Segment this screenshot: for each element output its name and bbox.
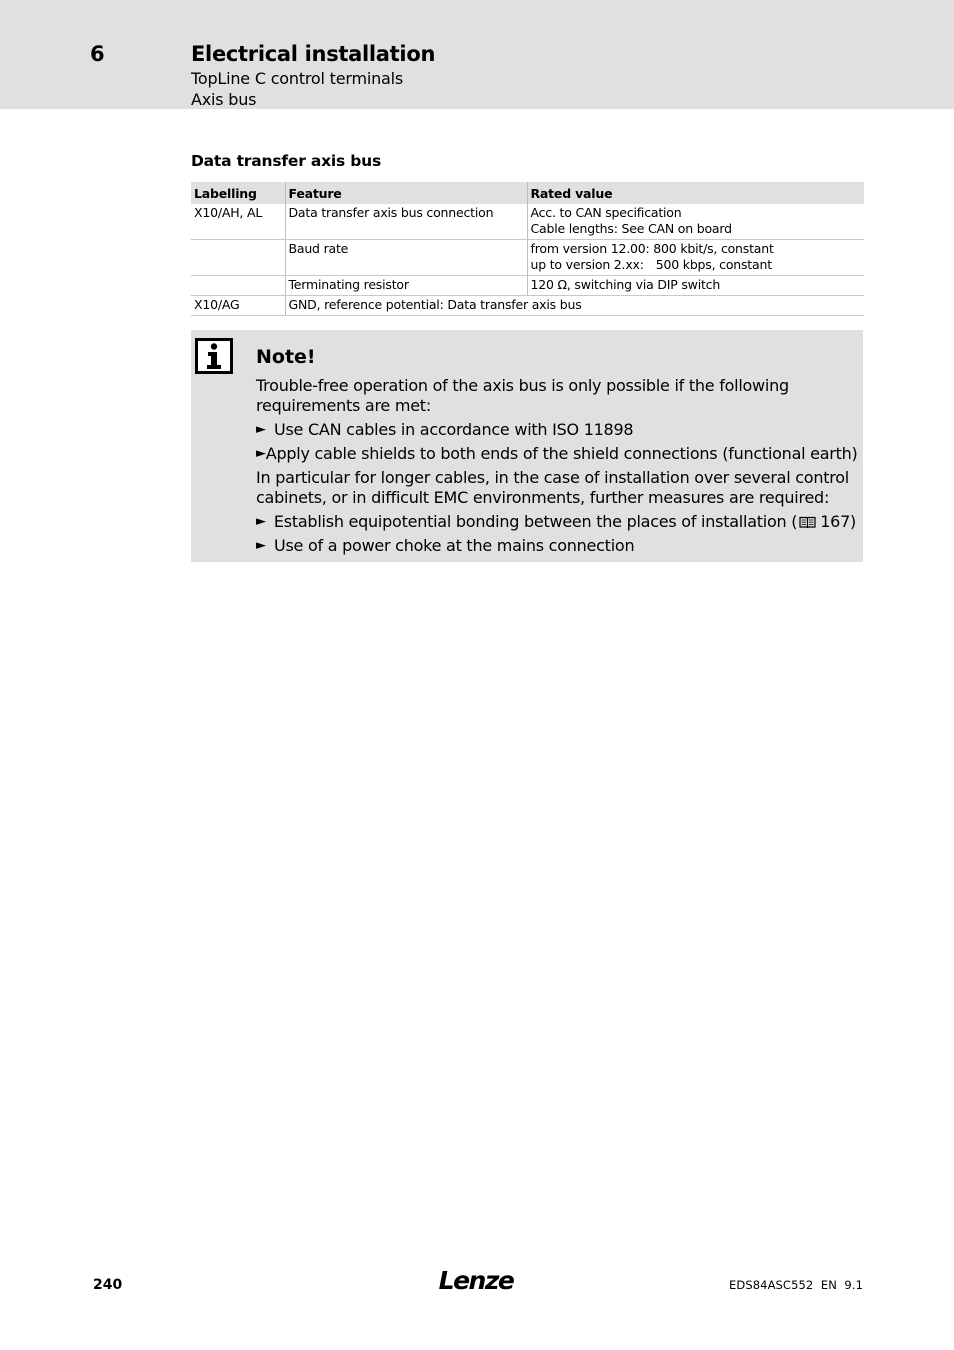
note-paragraph: In particular for longer cables, in the case of installation over several control cabinets, or in difficult EMC environments, further measures are required: — [256, 468, 849, 507]
rated-line — [531, 257, 862, 273]
book-icon — [799, 516, 816, 529]
cell-feature: Baud rate — [285, 240, 527, 276]
rated-line: Cable lengths: See CAN on board — [530, 221, 732, 236]
list-item-text: Apply cable shields to both ends of the shield connections (functional earth) — [265, 444, 858, 463]
chapter-title: Electrical installation — [191, 42, 436, 66]
header-band — [0, 0, 954, 109]
table-header-row — [191, 182, 864, 204]
rated-line: from version 12.00: 800 kbit/s, constant — [530, 241, 774, 256]
lenze-logo — [436, 1266, 516, 1296]
list-item — [256, 444, 856, 464]
cell-labelling — [191, 276, 285, 296]
bullet-triangle-icon: ► — [256, 446, 266, 461]
list-item-ref-text: Establish equipotential bonding between the places of installation ( — [273, 512, 798, 531]
list-item — [256, 420, 856, 440]
col-header-feature: Feature — [285, 182, 527, 204]
rated-line-value: 500 kbps, constant — [655, 257, 772, 272]
cell-labelling: X10/AG — [191, 296, 285, 316]
cell-rated-value: 120 Ω, switching via DIP switch — [527, 276, 864, 296]
table-row — [191, 276, 864, 296]
col-header-labelling: Labelling — [191, 182, 285, 204]
list-item — [256, 512, 856, 532]
bullet-triangle-icon: ► — [256, 514, 266, 529]
chapter-number: 6 — [90, 42, 105, 66]
section-title: Data transfer axis bus — [191, 152, 382, 170]
cell-feature: Terminating resistor — [285, 276, 527, 296]
bullet-triangle-icon: ► — [256, 538, 266, 553]
note-paragraph: Trouble-free operation of the axis bus is only possible if the following requirements are met: — [256, 376, 789, 415]
list-item-text — [274, 512, 856, 532]
header-subtitle-2: Axis bus — [191, 90, 257, 109]
page-reference-link[interactable]: 167) — [820, 512, 856, 531]
note-body — [256, 376, 856, 560]
cell-labelling: X10/AH, AL — [191, 204, 285, 240]
note-title: Note! — [256, 346, 316, 368]
table-row — [191, 204, 864, 240]
note-box — [191, 330, 863, 562]
bullet-triangle-icon: ► — [256, 422, 266, 437]
cell-rated-value — [527, 240, 864, 276]
logo-text: Lenze — [438, 1266, 514, 1295]
list-item-text: Use CAN cables in accordance with ISO 11898 — [274, 420, 634, 439]
rated-line: Acc. to CAN specification — [530, 205, 682, 220]
cell-labelling — [191, 240, 285, 276]
page-number: 240 — [93, 1277, 123, 1293]
cell-rated-value — [527, 204, 864, 240]
cell-feature-span: GND, reference potential: Data transfer axis bus — [285, 296, 864, 316]
spec-table — [191, 182, 864, 316]
document-id: EDS84ASC552 EN 9.1 — [729, 1278, 863, 1292]
table-row — [191, 240, 864, 276]
list-item-text: Use of a power choke at the mains connection — [274, 536, 635, 555]
table-row — [191, 296, 864, 316]
col-header-rated-value: Rated value — [527, 182, 864, 204]
cell-feature: Data transfer axis bus connection — [285, 204, 527, 240]
header-subtitle-1: TopLine C control terminals — [191, 69, 404, 88]
info-icon — [195, 338, 233, 374]
rated-line-prefix: up to version 2.xx: — [530, 257, 644, 272]
list-item — [256, 536, 856, 556]
